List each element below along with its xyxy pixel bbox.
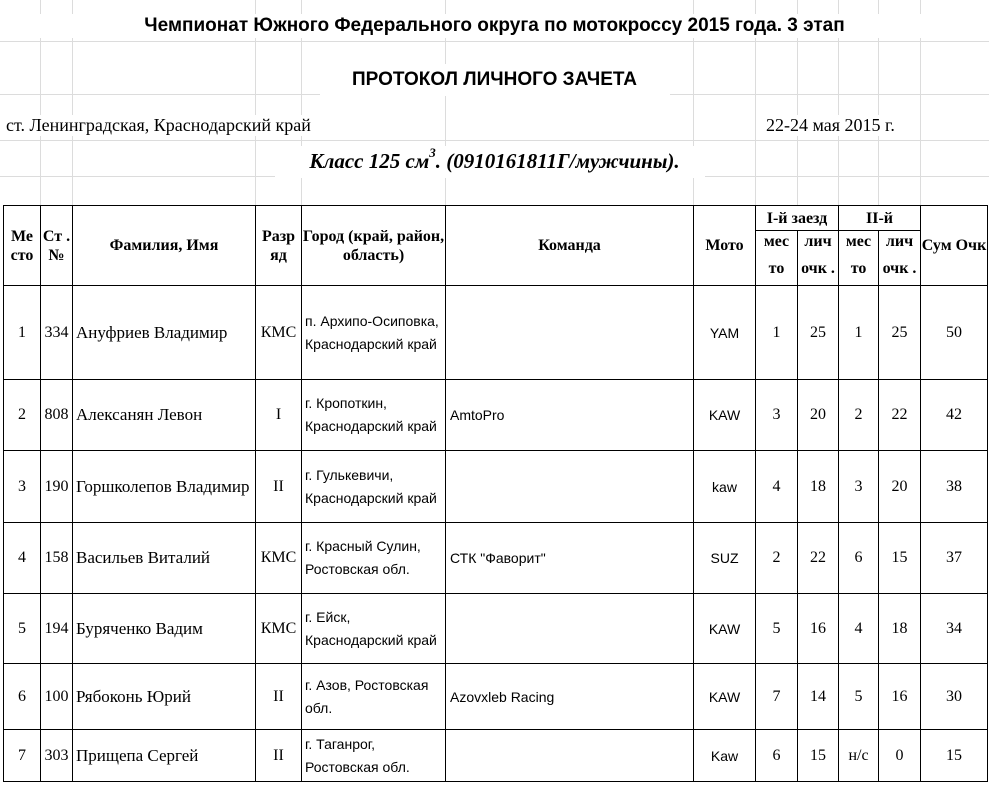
race1-points-header-cont: очк .	[798, 253, 839, 286]
cell-moto: Kaw	[694, 730, 756, 782]
cell-number: 194	[41, 594, 73, 664]
cell-r2-points: 15	[879, 523, 921, 594]
cell-total: 30	[921, 664, 988, 730]
cell-number: 158	[41, 523, 73, 594]
table-row	[4, 730, 988, 782]
cell-r2-place: н/с	[839, 730, 879, 782]
cell-total: 15	[921, 730, 988, 782]
table-row	[4, 451, 988, 523]
cell-r2-place: 4	[839, 594, 879, 664]
cell-rank: КМС	[256, 594, 302, 664]
race2-place-header-cont: то	[839, 253, 879, 286]
cell-total: 34	[921, 594, 988, 664]
table-row	[4, 523, 988, 594]
cell-r1-place: 3	[756, 380, 798, 451]
cell-team	[446, 451, 694, 523]
event-location: ст. Ленинградская, Краснодарский край	[6, 115, 315, 136]
cell-number: 334	[41, 286, 73, 380]
cell-rank: II	[256, 664, 302, 730]
cell-name: Васильев Виталий	[73, 523, 256, 594]
cell-r1-points: 14	[798, 664, 839, 730]
race2-header: II-й	[839, 206, 921, 231]
cell-rank: КМС	[256, 523, 302, 594]
cell-r1-points: 20	[798, 380, 839, 451]
col-city-header: Город (край, район, область)	[302, 206, 446, 286]
cell-number: 100	[41, 664, 73, 730]
cell-rank: I	[256, 380, 302, 451]
cell-moto: KAW	[694, 664, 756, 730]
cell-place: 2	[4, 380, 41, 451]
col-moto-header: Мото	[694, 206, 756, 286]
cell-r1-place: 4	[756, 451, 798, 523]
cell-r2-points: 20	[879, 451, 921, 523]
cell-team	[446, 286, 694, 380]
cell-team	[446, 730, 694, 782]
cell-r2-place: 5	[839, 664, 879, 730]
cell-r1-points: 22	[798, 523, 839, 594]
cell-rank: КМС	[256, 286, 302, 380]
cell-r1-points: 16	[798, 594, 839, 664]
cell-r1-place: 6	[756, 730, 798, 782]
cell-city: г. Красный Сулин, Ростовская обл.	[302, 523, 446, 594]
results-table	[3, 205, 988, 782]
cell-r2-points: 22	[879, 380, 921, 451]
cell-r2-points: 25	[879, 286, 921, 380]
race2-points-header: лич	[879, 231, 921, 253]
cell-r2-place: 2	[839, 380, 879, 451]
cell-r1-points: 18	[798, 451, 839, 523]
cell-total: 50	[921, 286, 988, 380]
cell-name: Буряченко Вадим	[73, 594, 256, 664]
cell-city: г. Ейск, Краснодарский край	[302, 594, 446, 664]
col-total-header: Сум Очк	[921, 206, 988, 286]
cell-r1-place: 1	[756, 286, 798, 380]
cell-moto: KAW	[694, 594, 756, 664]
col-rank-header: Разр яд	[256, 206, 302, 286]
cell-team: Azovxleb Racing	[446, 664, 694, 730]
cell-r1-place: 7	[756, 664, 798, 730]
cell-city: г. Кропоткин, Краснодарский край	[302, 380, 446, 451]
race2-points-header-cont: очк .	[879, 253, 921, 286]
col-name-header: Фамилия, Имя	[73, 206, 256, 286]
cell-name: Прищепа Сергей	[73, 730, 256, 782]
cell-place: 7	[4, 730, 41, 782]
race1-place-header: мес	[756, 231, 798, 253]
cell-number: 303	[41, 730, 73, 782]
cell-city: г. Азов, Ростовская обл.	[302, 664, 446, 730]
table-row	[4, 664, 988, 730]
cell-r1-place: 5	[756, 594, 798, 664]
race2-place-header: мес	[839, 231, 879, 253]
table-row	[4, 594, 988, 664]
cell-total: 38	[921, 451, 988, 523]
cell-r2-place: 6	[839, 523, 879, 594]
championship-title: Чемпионат Южного Федерального округа по мотокроссу 2015 года. 3 этап	[0, 14, 989, 38]
cell-city: г. Гулькевичи, Краснодарский край	[302, 451, 446, 523]
cell-place: 4	[4, 523, 41, 594]
cell-place: 5	[4, 594, 41, 664]
cell-total: 37	[921, 523, 988, 594]
cell-moto: kaw	[694, 451, 756, 523]
cell-city: г. Таганрог, Ростовская обл.	[302, 730, 446, 782]
cell-name: Ануфриев Владимир	[73, 286, 256, 380]
cell-team	[446, 594, 694, 664]
col-team-header: Команда	[446, 206, 694, 286]
race1-place-header-cont: то	[756, 253, 798, 286]
cell-r2-place: 3	[839, 451, 879, 523]
cell-place: 1	[4, 286, 41, 380]
cell-r2-points: 16	[879, 664, 921, 730]
cell-name: Рябоконь Юрий	[73, 664, 256, 730]
class-heading: Класс 125 $см^3$. (0910161811Г/мужчины).	[309, 145, 680, 173]
cell-rank: II	[256, 730, 302, 782]
event-dates: 22-24 мая 2015 г.	[766, 115, 899, 136]
cell-moto: SUZ	[694, 523, 756, 594]
cell-number: 808	[41, 380, 73, 451]
race1-header: I-й заезд	[756, 206, 839, 231]
cell-number: 190	[41, 451, 73, 523]
race1-points-header: лич	[798, 231, 839, 253]
table-row	[4, 286, 988, 380]
cell-r1-place: 2	[756, 523, 798, 594]
cell-moto: KAW	[694, 380, 756, 451]
cell-r1-points: 25	[798, 286, 839, 380]
col-place-header: Ме сто	[4, 206, 41, 286]
col-number-header: Ст . №	[41, 206, 73, 286]
cell-team: СТК "Фаворит"	[446, 523, 694, 594]
cell-total: 42	[921, 380, 988, 451]
cell-moto: YAM	[694, 286, 756, 380]
cell-r1-points: 15	[798, 730, 839, 782]
cell-place: 3	[4, 451, 41, 523]
table-row	[4, 380, 988, 451]
cell-rank: II	[256, 451, 302, 523]
cell-city: п. Архипо-Осиповка, Краснодарский край	[302, 286, 446, 380]
cell-r2-place: 1	[839, 286, 879, 380]
cell-r2-points: 0	[879, 730, 921, 782]
cell-name: Алексанян Левон	[73, 380, 256, 451]
cell-team: AmtoPro	[446, 380, 694, 451]
cell-name: Горшколепов Владимир	[73, 451, 256, 523]
cell-r2-points: 18	[879, 594, 921, 664]
protocol-title: ПРОТОКОЛ ЛИЧНОГО ЗАЧЕТА	[351, 69, 638, 90]
cell-place: 6	[4, 664, 41, 730]
